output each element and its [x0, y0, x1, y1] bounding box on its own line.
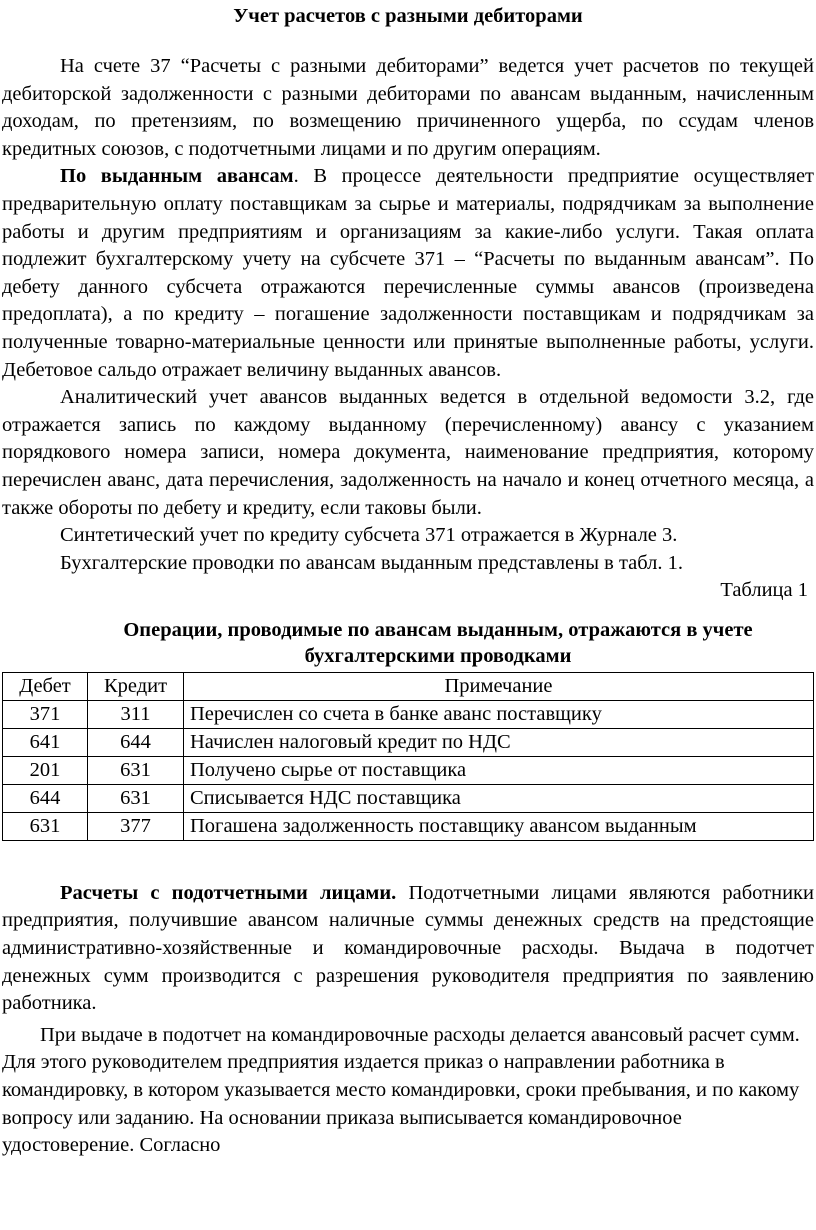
cell-credit: 631: [88, 756, 184, 784]
cell-debit: 201: [3, 756, 88, 784]
accountable-persons-text: Подотчетными лицами являются работники предприятия, получившие авансом наличные суммы денежных средств на предстоящие административно-хозяйственные и командировочные расходы. Выдача в подотчет денежных сумм производится с разрешения руководителя предприятия по заявлению работника.: [2, 881, 814, 1015]
cell-debit: 644: [3, 784, 88, 812]
accountable-persons-heading: Расчеты с подотчетными лицами.: [60, 881, 397, 904]
cell-credit: 644: [88, 728, 184, 756]
paragraph-accountable-persons: [2, 880, 814, 1018]
paragraph-advances: [2, 163, 814, 384]
paragraph-account-37: На счете 37 “Расчеты с разными дебиторами” ведется учет расчетов по текущей дебиторской задолженности с разными дебиторами по авансам выданным, начисленным доходам, по претензиям, по возмещению причиненного ущерба, по ссудам членов кредитных союзов, с подотчетными лицами и по другим операциям.: [2, 55, 814, 160]
table-caption: Операции, проводимые по авансам выданным, отражаются в учете бухгалтерскими проводками: [123, 618, 753, 667]
cell-note: Погашена задолженность поставщику авансом выданным: [184, 812, 814, 840]
table-row: [3, 728, 814, 756]
paragraph-analytical-accounting: Аналитический учет авансов выданных ведется в отдельной ведомости 3.2, где отражается запись по каждому выданному (перечисленному) авансу с указанием порядкового номера записи, номера документа, наименование предприятия, которому перечислен аванс, дата перечисления, задолженность на начало и конец отчетного месяца, а также обороты по дебету и кредиту, если таковы были.: [2, 386, 814, 519]
cell-debit: 641: [3, 728, 88, 756]
table-row: [3, 756, 814, 784]
table-header-row: [3, 672, 814, 700]
cell-debit: 371: [3, 700, 88, 728]
table-label: Таблица 1: [720, 579, 808, 602]
header-credit: Кредит: [88, 672, 184, 700]
table-row: [3, 700, 814, 728]
postings-table: [2, 672, 814, 841]
table-row: [3, 784, 814, 812]
cell-note: Получено сырье от поставщика: [184, 756, 814, 784]
cell-note: Начислен налоговый кредит по НДС: [184, 728, 814, 756]
header-debit: Дебет: [3, 672, 88, 700]
table-row: [3, 812, 814, 840]
cell-note: Списывается НДС поставщика: [184, 784, 814, 812]
cell-note: Перечислен со счета в банке аванс поставщику: [184, 700, 814, 728]
cell-debit: 631: [3, 812, 88, 840]
document-title: Учет расчетов с разными дебиторами: [233, 5, 583, 27]
paragraph-entries-reference: Бухгалтерские проводки по авансам выданным представлены в табл. 1.: [60, 551, 684, 574]
header-note: Примечание: [184, 672, 814, 700]
advances-text: . В процессе деятельности предприятие осуществляет предварительную оплату поставщикам за сырье и материалы, подрядчикам за выполнение работы и другим предприятиям и организациям за какие-либо услуги. Такая оплата подлежит бухгалтерскому учету на субсчете 371 – “Расчеты по выданным авансам”. По дебету данного субсчета отражаются перечисленные суммы авансов (произведена предоплата), а по кредиту – погашение задолженности поставщикам и подрядчикам за полученные товарно-материальные ценности или принятые выполненные работы, услуги. Дебетовое сальдо отражает величину выданных авансов.: [2, 165, 814, 381]
section-spacer: [2, 841, 814, 880]
paragraph-synthetic-accounting: Синтетический учет по кредиту субсчета 371 отражается в Журнале 3.: [60, 524, 678, 547]
paragraph-travel-expenses: При выдаче в подотчет на командировочные расходы делается авансовый расчет сумм. Для этого руководителем предприятия издается приказ о направлении работника в командировку, в котором указывается место командировки, сроки пребывания, и по какому вопросу или заданию. На основании приказа выписывается командировочное удостоверение. Согласно: [2, 1023, 800, 1157]
advances-heading: По выданным авансам: [60, 165, 294, 188]
cell-credit: 311: [88, 700, 184, 728]
cell-credit: 631: [88, 784, 184, 812]
cell-credit: 377: [88, 812, 184, 840]
